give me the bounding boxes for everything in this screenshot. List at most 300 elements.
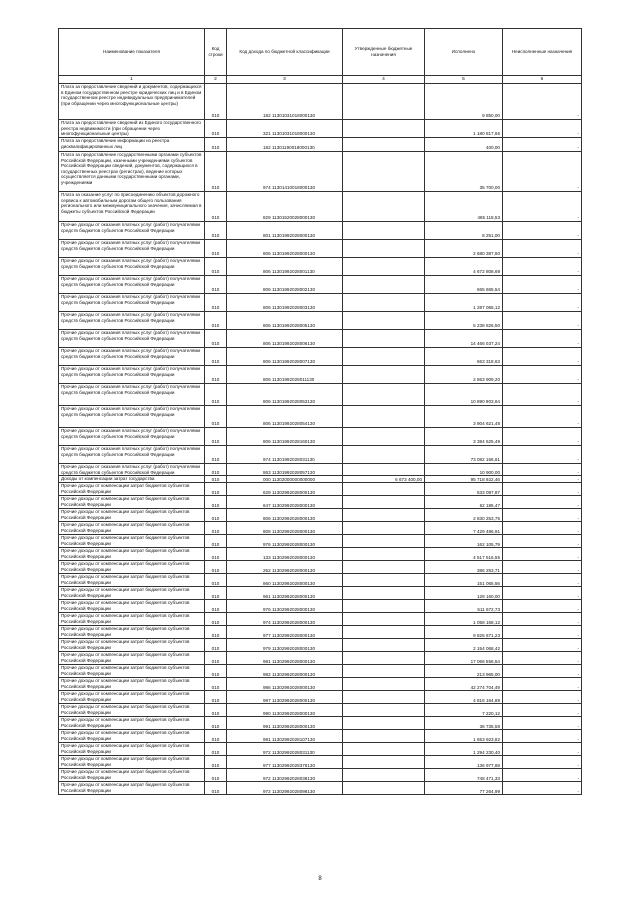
row-unexecuted: - <box>503 639 582 652</box>
row-executed: 7 429 486,91 <box>425 522 503 535</box>
table-row <box>59 561 582 574</box>
row-executed: 10 900,00 <box>425 464 503 476</box>
row-executed: 73 082 166,61 <box>425 446 503 464</box>
table-row <box>59 120 582 138</box>
row-line-code: 010 <box>205 756 227 769</box>
row-unexecuted: - <box>503 574 582 587</box>
row-unexecuted: - <box>503 348 582 366</box>
row-budget-code: 182 11301190018000130 <box>227 138 343 152</box>
table-row <box>59 600 582 613</box>
row-approved <box>343 312 425 330</box>
row-line-code: 010 <box>205 406 227 428</box>
row-unexecuted: - <box>503 678 582 691</box>
row-executed: 42 274 704,49 <box>425 678 503 691</box>
row-unexecuted: - <box>503 691 582 704</box>
row-budget-code: 979 11302992028000130 <box>227 639 343 652</box>
row-name: Прочие доходы от оказания платных услуг (работ) получателями средств бюджетов субъектов Российской Федерации <box>59 464 205 476</box>
row-name: Прочие доходы от компенсации затрат бюджетов субъектов Российской Федерации <box>59 561 205 574</box>
row-name: Прочие доходы от оказания платных услуг (работ) получателями средств бюджетов субъектов Российской Федерации <box>59 240 205 258</box>
row-budget-code: 806 11301992028054130 <box>227 406 343 428</box>
row-unexecuted: - <box>503 384 582 406</box>
row-unexecuted: - <box>503 561 582 574</box>
header-unexecuted: Неисполненные назначения <box>503 29 582 76</box>
row-approved <box>343 769 425 782</box>
row-budget-code: 981 11302992028000130 <box>227 652 343 665</box>
row-executed: 2 154 068,42 <box>425 639 503 652</box>
row-name: Прочие доходы от компенсации затрат бюджетов субъектов Российской Федерации <box>59 743 205 756</box>
page-number: 8 <box>318 876 322 882</box>
row-unexecuted: - <box>503 312 582 330</box>
row-unexecuted: - <box>503 509 582 522</box>
row-approved <box>343 704 425 717</box>
table-row <box>59 730 582 743</box>
row-budget-code: 974 11301410018000130 <box>227 152 343 192</box>
row-line-code: 010 <box>205 384 227 406</box>
row-executed: 151 065,56 <box>425 574 503 587</box>
row-unexecuted: - <box>503 665 582 678</box>
row-approved <box>343 483 425 496</box>
row-line-code: 010 <box>205 192 227 222</box>
row-executed: 1 653 923,82 <box>425 730 503 743</box>
table-row <box>59 476 582 483</box>
row-approved <box>343 152 425 192</box>
table-row <box>59 240 582 258</box>
row-unexecuted: - <box>503 120 582 138</box>
table-row <box>59 535 582 548</box>
row-unexecuted: - <box>503 652 582 665</box>
row-approved <box>343 192 425 222</box>
row-executed: 533 097,87 <box>425 483 503 496</box>
row-approved <box>343 496 425 509</box>
row-budget-code: 991 11302992028000130 <box>227 717 343 730</box>
table-row <box>59 691 582 704</box>
row-approved <box>343 120 425 138</box>
row-name: Прочие доходы от оказания платных услуг (работ) получателями средств бюджетов субъектов Российской Федерации <box>59 312 205 330</box>
header-code: Код дохода по бюджетной классификации <box>227 29 343 76</box>
row-line-code: 010 <box>205 561 227 574</box>
row-line-code: 010 <box>205 626 227 639</box>
row-executed: 1 287 065,12 <box>425 294 503 312</box>
table-row <box>59 626 582 639</box>
table-row <box>59 769 582 782</box>
row-approved <box>343 574 425 587</box>
table-row <box>59 509 582 522</box>
row-executed: 748 471,33 <box>425 769 503 782</box>
row-unexecuted: - <box>503 84 582 120</box>
column-number: 4 <box>343 76 425 84</box>
row-unexecuted: - <box>503 276 582 294</box>
row-unexecuted: - <box>503 294 582 312</box>
row-unexecuted: - <box>503 464 582 476</box>
row-budget-code: 981 11302992028107130 <box>227 730 343 743</box>
table-row <box>59 276 582 294</box>
row-budget-code: 961 11302992028000130 <box>227 587 343 600</box>
row-budget-code: 629 11302992028000130 <box>227 483 343 496</box>
row-executed: 9 850,00 <box>425 84 503 120</box>
row-executed: 2 863 909,20 <box>425 366 503 384</box>
table-row <box>59 704 582 717</box>
row-line-code: 010 <box>205 446 227 464</box>
row-approved <box>343 294 425 312</box>
row-approved <box>343 406 425 428</box>
row-approved <box>343 330 425 348</box>
row-unexecuted: - <box>503 756 582 769</box>
table-row <box>59 312 582 330</box>
table-body <box>59 84 582 795</box>
row-unexecuted: - <box>503 587 582 600</box>
row-budget-code: 990 11302992028000130 <box>227 704 343 717</box>
row-name: Доходы от компенсации затрат государства <box>59 476 205 483</box>
row-approved <box>343 652 425 665</box>
column-number: 6 <box>503 76 582 84</box>
row-executed: 4 517 516,55 <box>425 548 503 561</box>
table-row <box>59 782 582 795</box>
row-approved <box>343 665 425 678</box>
row-unexecuted: - <box>503 138 582 152</box>
row-name: Плата за предоставление государственными органами субъектов Российской Федерации, казенными учреждениями субъектов Российской Федерации сведений, документов, содержащихся в государственных реестрах (регистрах), ведение которых осуществляется данными государственными органами, учреждениями <box>59 152 205 192</box>
row-budget-code: 972 11302992028031130 <box>227 743 343 756</box>
column-number: 5 <box>425 76 503 84</box>
report-sheet <box>58 28 581 795</box>
row-budget-code: 863 11301992028057130 <box>227 464 343 476</box>
row-line-code: 010 <box>205 782 227 795</box>
row-budget-code: 801 11301992028000130 <box>227 222 343 240</box>
row-approved <box>343 561 425 574</box>
row-unexecuted: - <box>503 258 582 276</box>
row-budget-code: 974 11302992028000130 <box>227 613 343 626</box>
table-row <box>59 446 582 464</box>
row-unexecuted: - <box>503 222 582 240</box>
row-budget-code: 647 11302992028000130 <box>227 496 343 509</box>
row-name: Прочие доходы от компенсации затрат бюджетов субъектов Российской Федерации <box>59 704 205 717</box>
row-unexecuted: - <box>503 330 582 348</box>
row-line-code: 010 <box>205 509 227 522</box>
header-executed: Исполнено <box>425 29 503 76</box>
row-approved <box>343 756 425 769</box>
row-name: Прочие доходы от оказания платных услуг (работ) получателями средств бюджетов субъектов Российской Федерации <box>59 366 205 384</box>
row-name: Прочие доходы от компенсации затрат бюджетов субъектов Российской Федерации <box>59 548 205 561</box>
row-name: Прочие доходы от оказания платных услуг (работ) получателями средств бюджетов субъектов Российской Федерации <box>59 294 205 312</box>
row-unexecuted: - <box>503 600 582 613</box>
column-number: 2 <box>205 76 227 84</box>
row-line-code: 010 <box>205 639 227 652</box>
row-unexecuted: - <box>503 743 582 756</box>
row-name: Прочие доходы от компенсации затрат бюджетов субъектов Российской Федерации <box>59 574 205 587</box>
table-row <box>59 678 582 691</box>
table-row <box>59 717 582 730</box>
row-approved <box>343 522 425 535</box>
row-approved <box>343 366 425 384</box>
row-executed: 62 185,47 <box>425 496 503 509</box>
row-line-code: 010 <box>205 330 227 348</box>
row-budget-code: 806 11301992028011130 <box>227 366 343 384</box>
row-executed: 2 830 253,75 <box>425 509 503 522</box>
row-line-code: 010 <box>205 84 227 120</box>
row-executed: 36 735,58 <box>425 717 503 730</box>
table-row <box>59 639 582 652</box>
row-line-code: 010 <box>205 717 227 730</box>
row-line-code: 010 <box>205 483 227 496</box>
row-line-code: 010 <box>205 730 227 743</box>
row-budget-code: 829 11301520028000130 <box>227 192 343 222</box>
row-line-code: 010 <box>205 665 227 678</box>
row-approved <box>343 276 425 294</box>
row-unexecuted: - <box>503 446 582 464</box>
row-executed: 162 105,79 <box>425 535 503 548</box>
table-row <box>59 522 582 535</box>
row-approved: 6 673 400,00 <box>343 476 425 483</box>
row-line-code: 010 <box>205 312 227 330</box>
row-unexecuted: - <box>503 782 582 795</box>
row-name: Плата за предоставление сведений из Единого государственного реестра недвижимости (при обращении через многофункциональные центры) <box>59 120 205 138</box>
row-name: Прочие доходы от оказания платных услуг (работ) получателями средств бюджетов субъектов Российской Федерации <box>59 428 205 446</box>
row-line-code: 010 <box>205 535 227 548</box>
row-executed: 5 238 826,50 <box>425 312 503 330</box>
row-budget-code: 806 11302992028000130 <box>227 509 343 522</box>
row-budget-code: 806 11301992028006130 <box>227 330 343 348</box>
table-row <box>59 366 582 384</box>
row-executed: 3 904 621,48 <box>425 406 503 428</box>
row-budget-code: 321 11301031018000130 <box>227 120 343 138</box>
row-executed: 4 816 164,88 <box>425 691 503 704</box>
row-name: Прочие доходы от оказания платных услуг (работ) получателями средств бюджетов субъектов Российской Федерации <box>59 446 205 464</box>
row-unexecuted: - <box>503 483 582 496</box>
row-name: Плата за предоставление сведений и документов, содержащихся в Едином государственном реестре юридических лиц и в Едином государственном реестре индивидуальных предпринимателей (при обращении через многофункциональные центры) <box>59 84 205 120</box>
row-unexecuted: - <box>503 152 582 192</box>
row-executed: 9 825 671,23 <box>425 626 503 639</box>
column-number: 1 <box>59 76 205 84</box>
row-name: Прочие доходы от компенсации затрат бюджетов субъектов Российской Федерации <box>59 717 205 730</box>
table-row <box>59 258 582 276</box>
row-budget-code: 982 11302992028000130 <box>227 665 343 678</box>
table-row <box>59 743 582 756</box>
row-approved <box>343 613 425 626</box>
row-approved <box>343 446 425 464</box>
row-name: Прочие доходы от компенсации затрат бюджетов субъектов Российской Федерации <box>59 600 205 613</box>
row-line-code: 010 <box>205 222 227 240</box>
row-budget-code: 806 11301992028053130 <box>227 384 343 406</box>
row-unexecuted: - <box>503 730 582 743</box>
row-name: Прочие доходы от оказания платных услуг (работ) получателями средств бюджетов субъектов Российской Федерации <box>59 384 205 406</box>
row-budget-code: 808 11302992028000130 <box>227 522 343 535</box>
row-executed: 1 294 230,40 <box>425 743 503 756</box>
table-row <box>59 428 582 446</box>
row-name: Прочие доходы от компенсации затрат бюджетов субъектов Российской Федерации <box>59 483 205 496</box>
row-unexecuted: - <box>503 704 582 717</box>
row-unexecuted: - <box>503 613 582 626</box>
row-name: Прочие доходы от оказания платных услуг (работ) получателями средств бюджетов субъектов Российской Федерации <box>59 258 205 276</box>
row-unexecuted: - <box>503 192 582 222</box>
row-unexecuted: - <box>503 522 582 535</box>
table-row <box>59 222 582 240</box>
table-row <box>59 464 582 476</box>
row-line-code: 010 <box>205 294 227 312</box>
row-executed: 213 965,00 <box>425 665 503 678</box>
table-row <box>59 330 582 348</box>
row-approved <box>343 548 425 561</box>
table-row <box>59 587 582 600</box>
row-approved <box>343 600 425 613</box>
row-approved <box>343 535 425 548</box>
row-name: Прочие доходы от компенсации затрат бюджетов субъектов Российской Федерации <box>59 639 205 652</box>
table-row <box>59 406 582 428</box>
row-unexecuted: - <box>503 406 582 428</box>
table-row <box>59 294 582 312</box>
row-budget-code: 806 11301992028003130 <box>227 294 343 312</box>
row-approved <box>343 782 425 795</box>
row-executed: 511 672,73 <box>425 600 503 613</box>
row-unexecuted: - <box>503 366 582 384</box>
row-approved <box>343 240 425 258</box>
row-budget-code: 182 11301031018000130 <box>227 84 343 120</box>
row-name: Прочие доходы от компенсации затрат бюджетов субъектов Российской Федерации <box>59 509 205 522</box>
row-executed: 1 180 817,66 <box>425 120 503 138</box>
table-row <box>59 138 582 152</box>
row-executed: 665 665,54 <box>425 276 503 294</box>
row-name: Прочие доходы от компенсации затрат бюджетов субъектов Российской Федерации <box>59 678 205 691</box>
row-budget-code: 986 11302992028000130 <box>227 678 343 691</box>
revenue-table <box>58 28 582 795</box>
row-unexecuted: - <box>503 496 582 509</box>
row-name: Прочие доходы от компенсации затрат бюджетов субъектов Российской Федерации <box>59 496 205 509</box>
row-line-code: 010 <box>205 574 227 587</box>
row-line-code: 010 <box>205 276 227 294</box>
row-executed: 465 118,53 <box>425 192 503 222</box>
row-line-code: 010 <box>205 258 227 276</box>
row-unexecuted: - <box>503 626 582 639</box>
row-budget-code: 806 11301992028160130 <box>227 428 343 446</box>
row-line-code: 010 <box>205 652 227 665</box>
row-name: Прочие доходы от компенсации затрат бюджетов субъектов Российской Федерации <box>59 626 205 639</box>
row-unexecuted: - <box>503 240 582 258</box>
row-executed: 35 700,00 <box>425 152 503 192</box>
table-row <box>59 84 582 120</box>
row-approved <box>343 222 425 240</box>
row-unexecuted: - <box>503 428 582 446</box>
row-budget-code: 976 11302992028000130 <box>227 600 343 613</box>
table-row <box>59 548 582 561</box>
row-unexecuted: - <box>503 535 582 548</box>
row-name: Прочие доходы от оказания платных услуг (работ) получателями средств бюджетов субъектов Российской Федерации <box>59 330 205 348</box>
row-name: Прочие доходы от компенсации затрат бюджетов субъектов Российской Федерации <box>59 756 205 769</box>
row-name: Прочие доходы от компенсации затрат бюджетов субъектов Российской Федерации <box>59 769 205 782</box>
row-line-code: 010 <box>205 464 227 476</box>
row-name: Плата за предоставление информации из реестра дисквалифицированных лиц <box>59 138 205 152</box>
row-executed: 400,00 <box>425 138 503 152</box>
row-name: Прочие доходы от оказания платных услуг (работ) получателями средств бюджетов субъектов Российской Федерации <box>59 348 205 366</box>
row-budget-code: 972 11302992028098130 <box>227 782 343 795</box>
row-executed: 663 318,63 <box>425 348 503 366</box>
table-row <box>59 483 582 496</box>
column-number: 3 <box>227 76 343 84</box>
column-numbers-row <box>59 76 582 84</box>
row-budget-code: 977 11302992028000130 <box>227 626 343 639</box>
row-line-code: 010 <box>205 743 227 756</box>
row-approved <box>343 691 425 704</box>
row-line-code: 010 <box>205 138 227 152</box>
row-approved <box>343 258 425 276</box>
row-line-code: 010 <box>205 240 227 258</box>
row-approved <box>343 639 425 652</box>
row-approved <box>343 678 425 691</box>
row-budget-code: 133 11302992028000130 <box>227 548 343 561</box>
row-name: Прочие доходы от компенсации затрат бюджетов субъектов Российской Федерации <box>59 522 205 535</box>
row-approved <box>343 717 425 730</box>
row-approved <box>343 348 425 366</box>
row-line-code: 010 <box>205 691 227 704</box>
row-budget-code: 000 11302000000000000 <box>227 476 343 483</box>
row-budget-code: 974 11301992028031130 <box>227 446 343 464</box>
row-executed: 77 264,99 <box>425 782 503 795</box>
table-row <box>59 496 582 509</box>
row-executed: 7 220,12 <box>425 704 503 717</box>
table-row <box>59 192 582 222</box>
row-approved <box>343 587 425 600</box>
row-executed: 3 384 625,49 <box>425 428 503 446</box>
row-approved <box>343 138 425 152</box>
row-line-code: 010 <box>205 152 227 192</box>
row-name: Прочие доходы от оказания платных услуг (работ) получателями средств бюджетов субъектов Российской Федерации <box>59 276 205 294</box>
row-name: Прочие доходы от компенсации затрат бюджетов субъектов Российской Федерации <box>59 730 205 743</box>
row-name: Прочие доходы от оказания платных услуг (работ) получателями средств бюджетов субъектов Российской Федерации <box>59 222 205 240</box>
row-budget-code: 977 11302992028376130 <box>227 756 343 769</box>
table-row <box>59 384 582 406</box>
row-line-code: 010 <box>205 587 227 600</box>
row-approved <box>343 626 425 639</box>
row-executed: 10 890 903,64 <box>425 384 503 406</box>
table-row <box>59 613 582 626</box>
row-budget-code: 806 11301992028002130 <box>227 276 343 294</box>
header-line: Код строки <box>205 29 227 76</box>
row-budget-code: 806 11301992028005130 <box>227 312 343 330</box>
row-budget-code: 987 11302992028000130 <box>227 691 343 704</box>
table-row <box>59 152 582 192</box>
row-approved <box>343 730 425 743</box>
row-line-code: 010 <box>205 678 227 691</box>
row-line-code: 010 <box>205 476 227 483</box>
row-name: Прочие доходы от компенсации затрат бюджетов субъектов Российской Федерации <box>59 652 205 665</box>
row-executed: 95 718 922,46 <box>425 476 503 483</box>
row-line-code: 010 <box>205 600 227 613</box>
row-name: Прочие доходы от компенсации затрат бюджетов субъектов Российской Федерации <box>59 782 205 795</box>
row-executed: 8 251,00 <box>425 222 503 240</box>
row-name: Прочие доходы от компенсации затрат бюджетов субъектов Российской Федерации <box>59 691 205 704</box>
row-executed: 14 466 037,24 <box>425 330 503 348</box>
table-row <box>59 665 582 678</box>
row-budget-code: 976 11302992028000130 <box>227 535 343 548</box>
table-row <box>59 348 582 366</box>
row-approved <box>343 743 425 756</box>
row-line-code: 010 <box>205 522 227 535</box>
table-row <box>59 756 582 769</box>
row-budget-code: 252 11302992028000130 <box>227 561 343 574</box>
row-executed: 128 160,00 <box>425 587 503 600</box>
row-line-code: 010 <box>205 120 227 138</box>
row-executed: 17 066 556,54 <box>425 652 503 665</box>
row-executed: 2 680 387,60 <box>425 240 503 258</box>
row-budget-code: 972 11302992028038130 <box>227 769 343 782</box>
row-line-code: 010 <box>205 366 227 384</box>
row-line-code: 010 <box>205 428 227 446</box>
row-name: Прочие доходы от компенсации затрат бюджетов субъектов Российской Федерации <box>59 587 205 600</box>
row-unexecuted: - <box>503 769 582 782</box>
header-name: Наименование показателя <box>59 29 205 76</box>
row-line-code: 010 <box>205 769 227 782</box>
row-name: Прочие доходы от компенсации затрат бюджетов субъектов Российской Федерации <box>59 535 205 548</box>
header-approved: Утвержденные бюджетные назначения <box>343 29 425 76</box>
row-unexecuted: - <box>503 548 582 561</box>
row-unexecuted: - <box>503 717 582 730</box>
